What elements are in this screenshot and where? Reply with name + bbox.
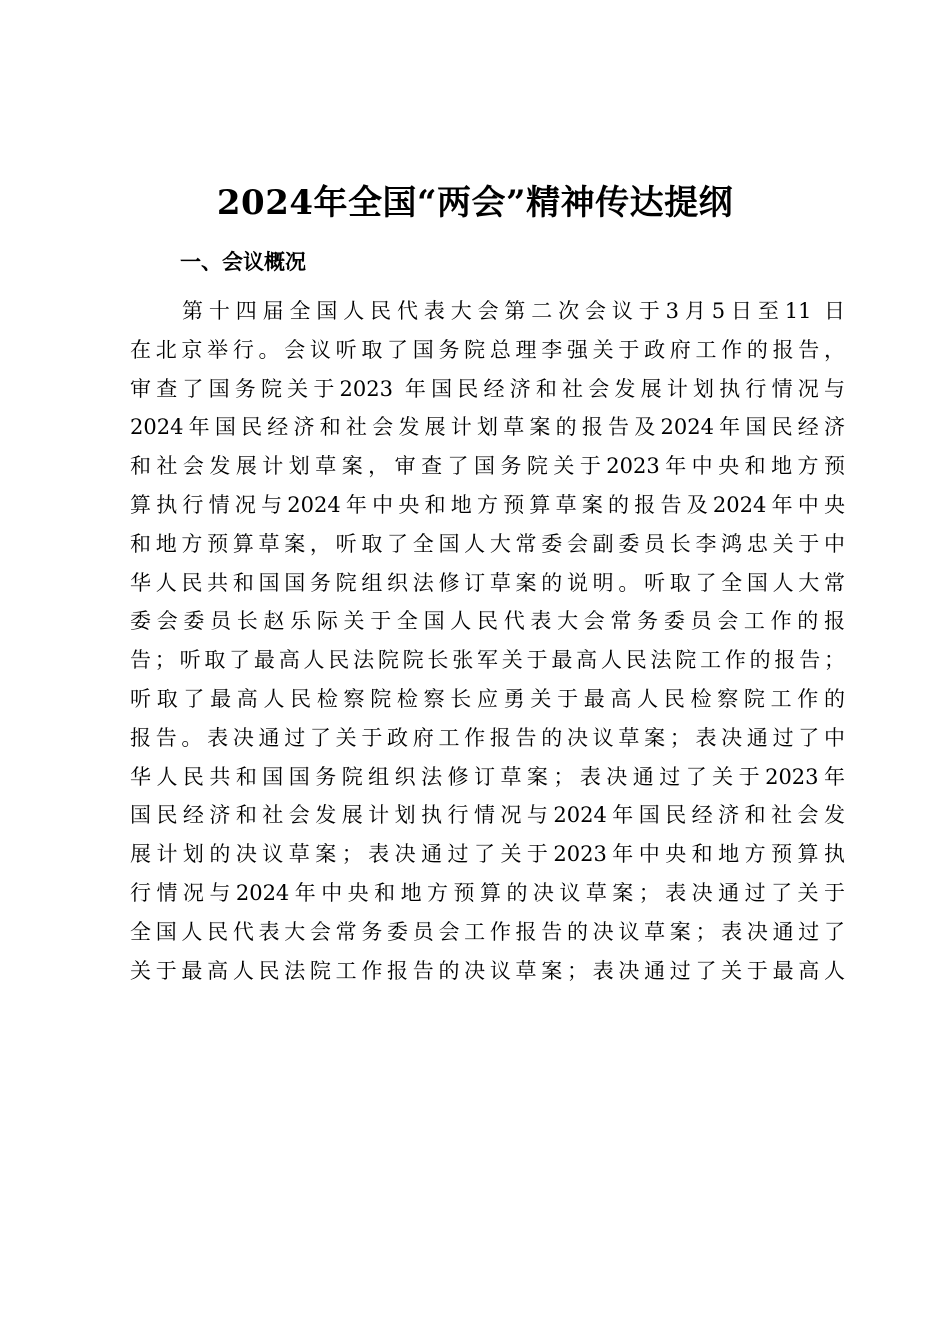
body-line: 华人民共和国国务院组织法修订草案的说明。听取了全国人大常 — [130, 570, 845, 595]
body-paragraph — [130, 292, 845, 990]
body-line: 展计划的决议草案；表决通过了关于2023年中央和地方预算执 — [130, 842, 845, 867]
section-heading: 一、会议概况 — [180, 250, 306, 274]
body-line: 全国人民代表大会常务委员会工作报告的决议草案；表决通过了 — [130, 919, 845, 944]
body-line: 算执行情况与2024年中央和地方预算草案的报告及2024年中央 — [130, 492, 845, 517]
body-line: 行情况与2024年中央和地方预算的决议草案；表决通过了关于 — [130, 880, 845, 905]
body-line: 第十四届全国人民代表大会第二次会议于3月5日至11 日 — [182, 299, 845, 323]
body-line: 和社会发展计划草案，审查了国务院关于2023年中央和地方预 — [130, 454, 845, 479]
body-line: 华人民共和国国务院组织法修订草案；表决通过了关于2023年 — [130, 764, 845, 789]
body-line: 国民经济和社会发展计划执行情况与2024年国民经济和社会发 — [130, 803, 845, 828]
body-line: 关于最高人民法院工作报告的决议草案；表决通过了关于最高人 — [130, 958, 845, 983]
body-line: 委会委员长赵乐际关于全国人民代表大会常务委员会工作的报 — [130, 609, 845, 634]
document-title: 2024年全国“两会”精神传达提纲 — [216, 183, 734, 223]
body-line: 听取了最高人民检察院检察长应勇关于最高人民检察院工作的 — [130, 686, 845, 711]
body-line: 在北京举行。会议听取了国务院总理李强关于政府工作的报告， — [130, 337, 845, 362]
body-line: 审查了国务院关于2023 年国民经济和社会发展计划执行情况与 — [130, 376, 845, 401]
body-line: 和地方预算草案，听取了全国人大常委会副委员长李鸿忠关于中 — [130, 531, 845, 556]
body-line: 告；听取了最高人民法院院长张军关于最高人民法院工作的报告； — [130, 648, 845, 673]
body-line: 2024年国民经济和社会发展计划草案的报告及2024年国民经济 — [130, 415, 845, 440]
body-line: 报告。表决通过了关于政府工作报告的决议草案；表决通过了中 — [130, 725, 845, 750]
